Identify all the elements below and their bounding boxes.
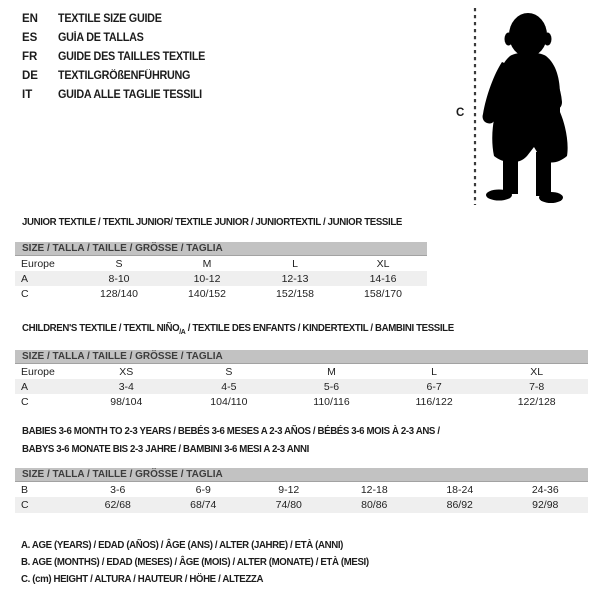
children-table-title bbox=[22, 322, 454, 336]
column-header-size: XL bbox=[530, 365, 544, 378]
column-header-size: L bbox=[292, 257, 298, 270]
language-code: EN bbox=[22, 13, 38, 25]
column-header-size: XL bbox=[376, 257, 390, 270]
junior-row-height bbox=[15, 286, 427, 302]
baby-silhouette-icon bbox=[483, 13, 568, 203]
table-cell: 98/104 bbox=[110, 396, 143, 408]
footnote-height-cm: C. (cm) HEIGHT / ALTURA / HAUTEUR / HÖHE / ALTEZZA bbox=[21, 573, 264, 585]
table-cell: 62/68 bbox=[104, 499, 131, 511]
language-code: IT bbox=[22, 89, 33, 101]
size-header-text: SIZE / TALLA / TAILLE / GRÖSSE / TAGLIA bbox=[22, 351, 223, 362]
language-title: TEXTILE SIZE GUIDE bbox=[58, 13, 162, 25]
table-cell: 158/170 bbox=[364, 288, 402, 300]
children-table-header-row bbox=[15, 364, 588, 379]
language-row-it bbox=[22, 89, 211, 104]
babies-row-height bbox=[15, 497, 588, 513]
language-title: GUIDA ALLE TAGLIE TESSILI bbox=[58, 89, 202, 101]
language-row-es bbox=[22, 32, 149, 47]
junior-table-title: JUNIOR TEXTILE / TEXTIL JUNIOR/ TEXTILE JUNIOR / JUNIORTEXTIL / JUNIOR TESSILE bbox=[22, 216, 402, 228]
children-row-height bbox=[15, 394, 588, 410]
table-cell: 18-24 bbox=[446, 483, 474, 496]
table-cell: 10-12 bbox=[193, 272, 221, 285]
children-title-prefix: CHILDREN'S TEXTILE / TEXTIL NIÑO bbox=[22, 322, 180, 334]
table-cell: 3-4 bbox=[118, 380, 134, 393]
column-header-size: L bbox=[431, 365, 437, 378]
table-cell: 140/152 bbox=[188, 288, 226, 300]
row-label: B bbox=[21, 483, 29, 496]
column-header-europe: Europe bbox=[21, 365, 55, 378]
size-header-text: SIZE / TALLA / TAILLE / GRÖSSE / TAGLIA bbox=[22, 469, 223, 480]
table-cell: 14-16 bbox=[369, 272, 397, 285]
table-cell: 6-7 bbox=[426, 380, 442, 393]
column-header-size: S bbox=[115, 257, 123, 270]
column-header-size: M bbox=[327, 365, 336, 378]
language-title: TEXTILGRÖßENFÜHRUNG bbox=[58, 70, 191, 82]
row-label: A bbox=[21, 272, 29, 285]
junior-table-header-row bbox=[15, 256, 427, 271]
language-code: DE bbox=[22, 70, 38, 82]
table-cell: 104/110 bbox=[210, 396, 248, 408]
row-label: C bbox=[21, 288, 29, 300]
height-reference-label: C bbox=[456, 107, 465, 119]
column-header-europe: Europe bbox=[21, 257, 55, 270]
row-label: A bbox=[21, 380, 29, 393]
table-cell: 68/74 bbox=[190, 499, 217, 511]
children-row-age bbox=[15, 379, 588, 394]
size-header-bar bbox=[15, 468, 588, 482]
junior-row-age bbox=[15, 271, 427, 286]
language-row-fr bbox=[22, 51, 215, 66]
table-cell: 12-13 bbox=[281, 272, 309, 285]
babies-table-title-line2: BABYS 3-6 MONATE BIS 2-3 JAHRE / BAMBINI 3-6 MESI A 2-3 ANNI bbox=[22, 443, 309, 455]
table-cell: 86/92 bbox=[446, 499, 473, 511]
size-header-bar bbox=[15, 242, 427, 256]
row-label: C bbox=[21, 396, 29, 408]
language-row-en bbox=[22, 13, 168, 28]
table-cell: 8-10 bbox=[108, 272, 130, 285]
size-header-text: SIZE / TALLA / TAILLE / GRÖSSE / TAGLIA bbox=[22, 243, 223, 254]
table-cell: 12-18 bbox=[360, 483, 388, 496]
table-cell: 3-6 bbox=[110, 483, 126, 496]
row-label: C bbox=[21, 499, 29, 511]
column-header-size: XS bbox=[119, 365, 134, 378]
table-cell: 5-6 bbox=[323, 380, 340, 393]
babies-table-title-line1: BABIES 3-6 MONTH TO 2-3 YEARS / BEBÉS 3-6 MESES A 2-3 AÑOS / BÉBÉS 3-6 MOIS À 2-3 ANS / bbox=[22, 425, 440, 437]
table-cell: 6-9 bbox=[195, 483, 211, 496]
table-cell: 128/140 bbox=[100, 288, 138, 300]
table-cell: 24-36 bbox=[531, 483, 559, 496]
children-title-suffix: / TEXTILE DES ENFANTS / KINDERTEXTIL / BAMBINI TESSILE bbox=[185, 322, 454, 334]
language-row-de bbox=[22, 70, 199, 85]
column-header-size: S bbox=[225, 365, 233, 378]
language-code: ES bbox=[22, 32, 38, 44]
babies-row-age bbox=[15, 482, 588, 497]
table-cell: 9-12 bbox=[278, 483, 300, 496]
baby-figure bbox=[466, 4, 586, 209]
table-cell: 152/158 bbox=[276, 288, 314, 300]
column-header-size: M bbox=[202, 257, 212, 270]
language-title: GUIDE DES TAILLES TEXTILE bbox=[58, 51, 206, 63]
table-cell: 92/98 bbox=[532, 499, 559, 511]
table-cell: 122/128 bbox=[517, 396, 556, 408]
language-code: FR bbox=[22, 51, 38, 63]
table-cell: 4-5 bbox=[221, 380, 237, 393]
table-cell: 7-8 bbox=[529, 380, 545, 393]
table-cell: 80/86 bbox=[361, 499, 388, 511]
table-cell: 110/116 bbox=[313, 396, 350, 408]
table-cell: 116/122 bbox=[415, 396, 453, 408]
footnote-age-years: A. AGE (YEARS) / EDAD (AÑOS) / ÂGE (ANS) / ALTER (JAHRE) / ETÀ (ANNI) bbox=[21, 539, 344, 551]
children-title-sub: /A bbox=[179, 327, 186, 337]
language-title: GUÍA DE TALLAS bbox=[58, 32, 144, 44]
size-header-bar bbox=[15, 350, 588, 364]
table-cell: 74/80 bbox=[275, 499, 302, 511]
footnote-age-months: B. AGE (MONTHS) / EDAD (MESES) / ÂGE (MOIS) / ALTER (MONATE) / ETÀ (MESI) bbox=[21, 556, 369, 568]
